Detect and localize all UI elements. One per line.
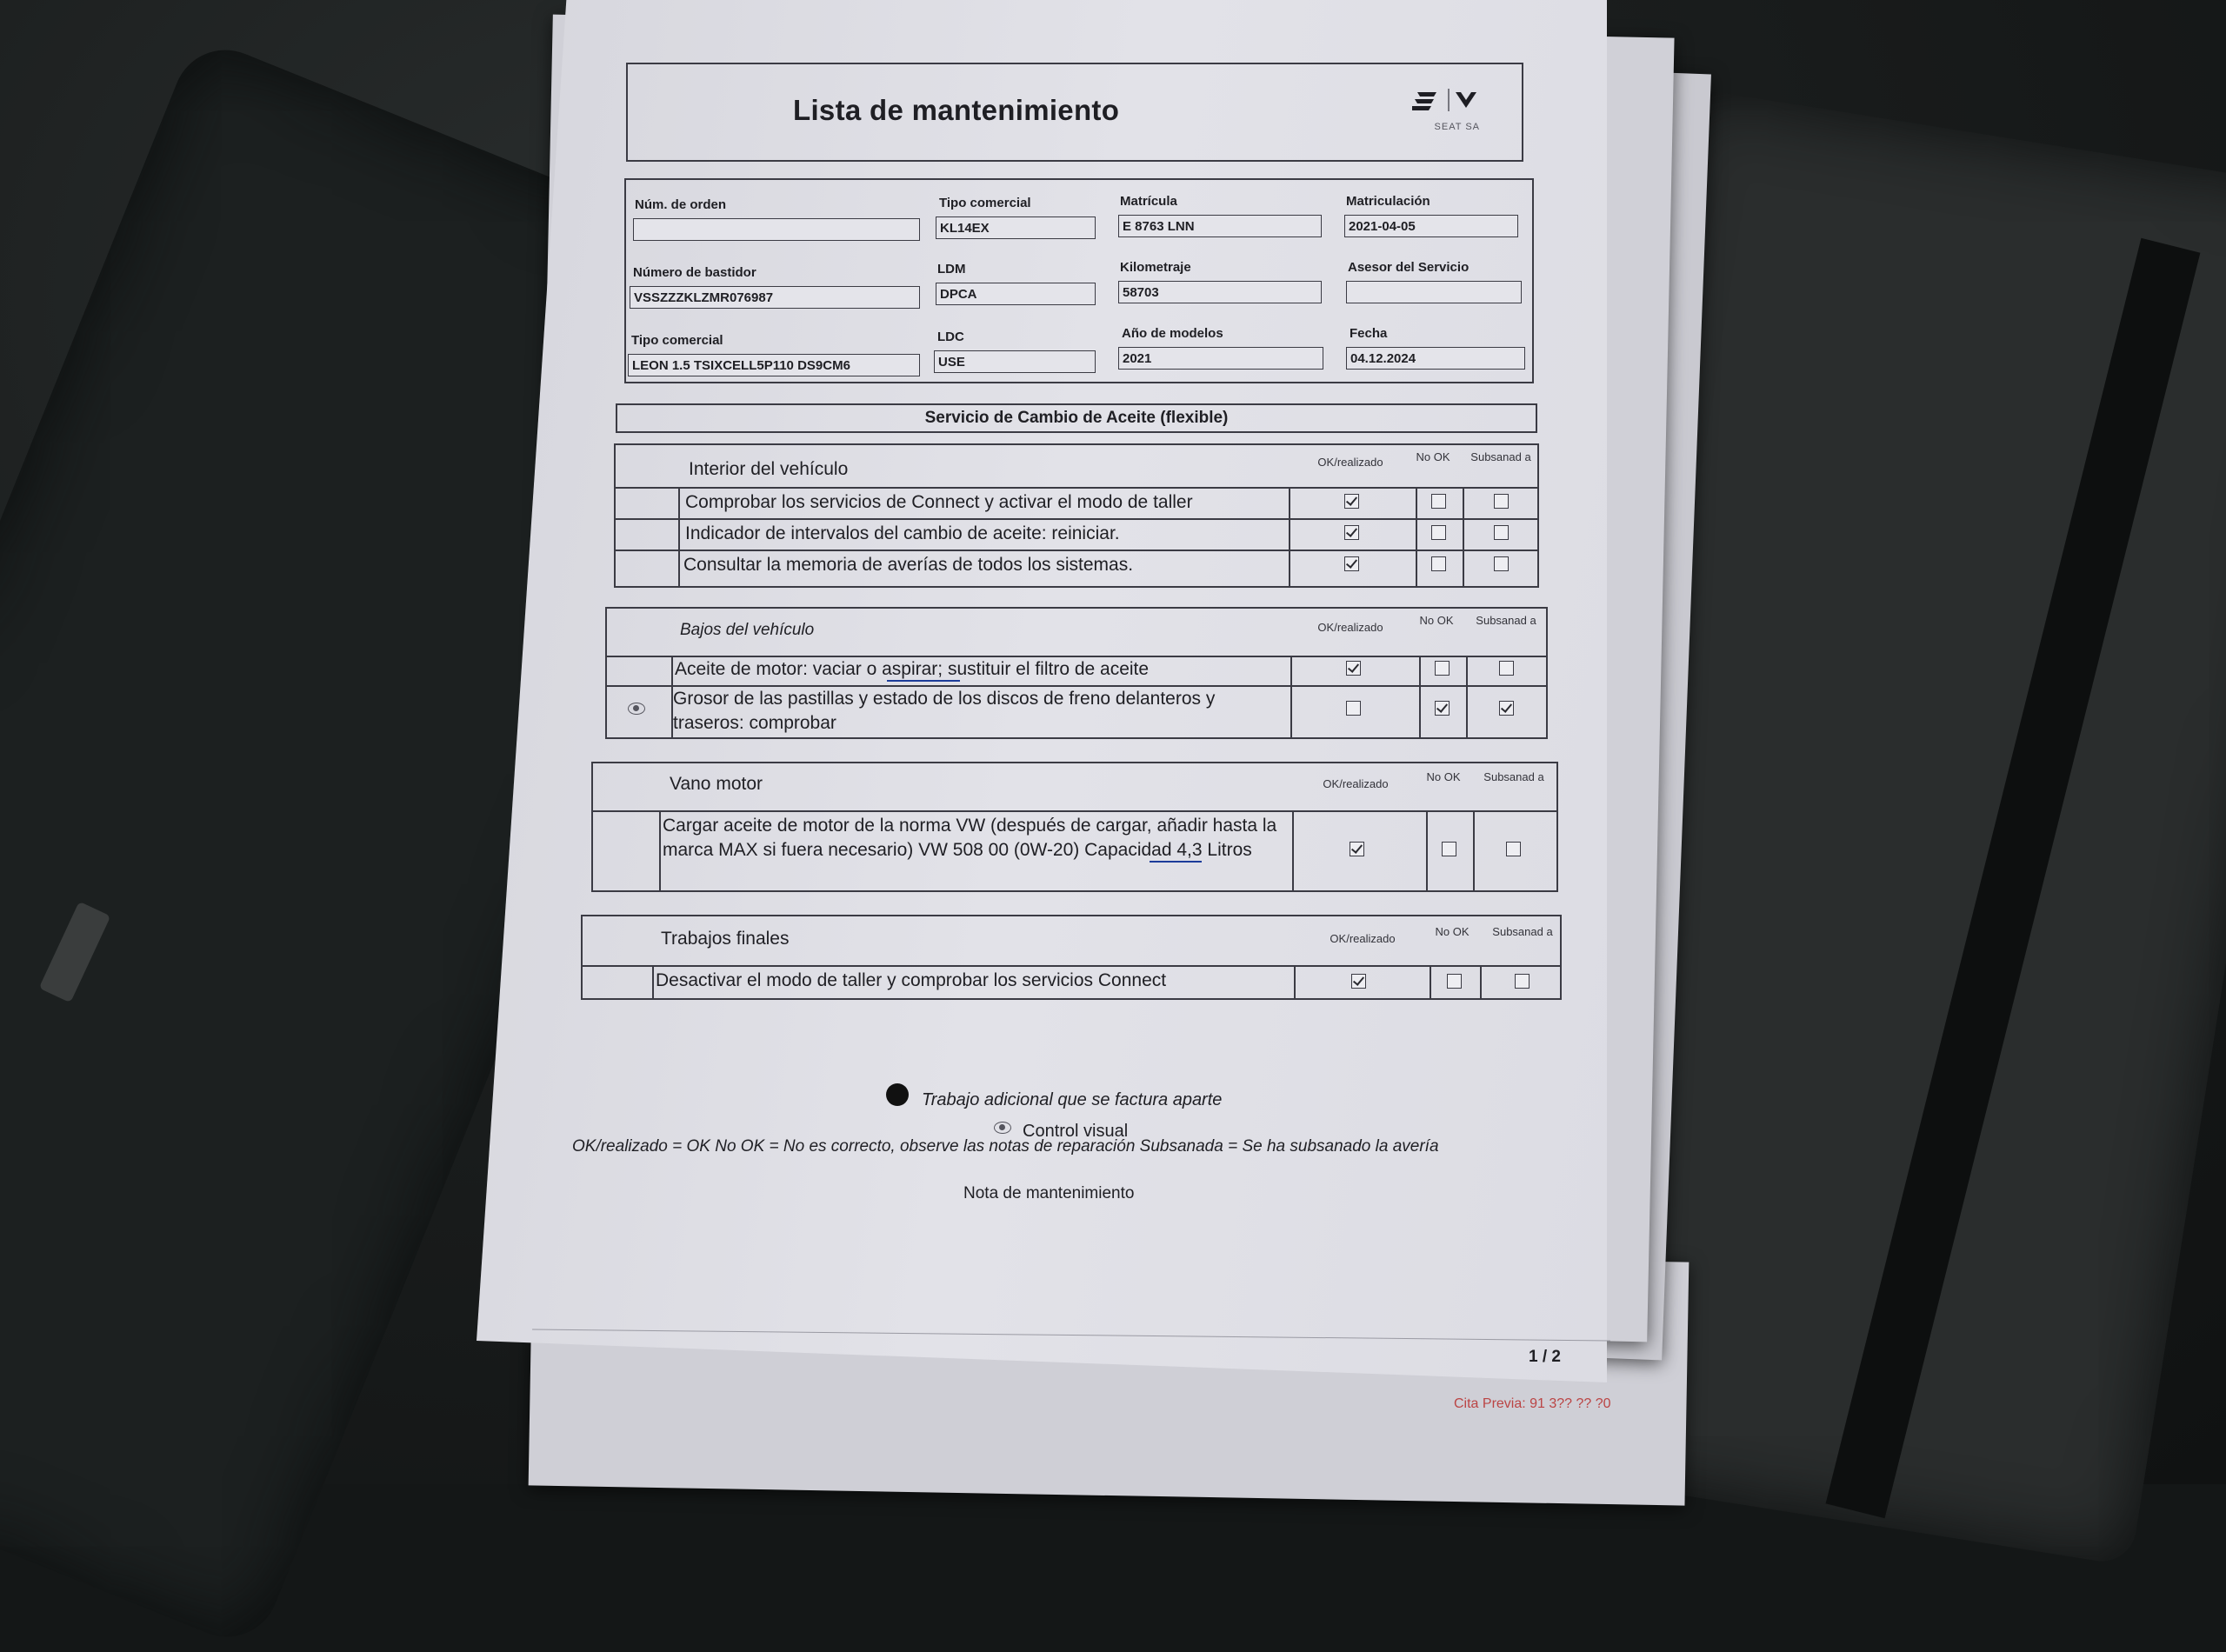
asesor-label: Asesor del Servicio [1348, 260, 1470, 275]
subs-checkbox[interactable] [1506, 842, 1521, 856]
sheet-header [626, 63, 1523, 162]
table-row [616, 518, 1537, 520]
nok-checkbox[interactable] [1435, 661, 1450, 676]
table-row [616, 487, 1537, 489]
divider [1426, 810, 1428, 890]
eye-icon [628, 703, 645, 715]
tipo-comercial-2-label: Tipo comercial [631, 333, 723, 348]
legend-definitions: OK/realizado = OK No OK = No es correcto, observe las notas de reparación Subsanada = Se ha subsanado la avería [572, 1137, 1439, 1156]
divider [1466, 656, 1468, 737]
divider [1416, 487, 1417, 586]
col-ok-header: OK/realizado [1323, 777, 1389, 790]
ink-underline [1150, 861, 1202, 863]
matriculacion-label: Matriculación [1346, 194, 1430, 209]
ldm-label: LDM [937, 262, 966, 276]
vehicle-info-box [624, 178, 1534, 383]
col-nok-header: No OK [1416, 450, 1450, 463]
ok-checkbox[interactable] [1344, 556, 1359, 571]
task-text: Indicador de intervalos del cambio de aceite: reiniciar. [685, 523, 1120, 543]
additional-work-dot-icon [886, 1083, 909, 1106]
legend-visual: Control visual [1023, 1122, 1129, 1141]
ldm-field: DPCA [936, 283, 1096, 305]
anio-field: 2021 [1118, 347, 1323, 370]
table-row [593, 810, 1556, 812]
group-title: Bajos del vehículo [680, 621, 815, 639]
kilometraje-label: Kilometraje [1120, 260, 1191, 275]
maintenance-note-title: Nota de mantenimiento [963, 1184, 1135, 1202]
fecha-field: 04.12.2024 [1346, 347, 1525, 370]
divider [1430, 965, 1431, 998]
nok-checkbox[interactable] [1435, 701, 1450, 716]
group-bajos [605, 607, 1548, 739]
anio-label: Año de modelos [1122, 326, 1223, 341]
num-orden-field [633, 218, 920, 241]
fecha-label: Fecha [1350, 326, 1388, 341]
bastidor-label: Número de bastidor [633, 265, 756, 280]
task-text: Consultar la memoria de averías de todos los sistemas. [683, 555, 1134, 575]
col-nok-header: No OK [1419, 614, 1454, 627]
divider [1480, 965, 1482, 998]
bottom-cut-text: Cita Previa: 91 3?? ?? ?0 [1454, 1396, 1611, 1411]
subs-checkbox[interactable] [1499, 661, 1514, 676]
task-text: Desactivar el modo de taller y comprobar los servicios Connect [656, 970, 1167, 990]
divider [659, 810, 661, 890]
task-text: Comprobar los servicios de Connect y activar el modo de taller [685, 492, 1193, 512]
col-nok-header: No OK [1435, 925, 1470, 938]
ok-checkbox[interactable] [1346, 661, 1361, 676]
col-ok-header: OK/realizado [1317, 621, 1383, 634]
divider [1289, 487, 1290, 586]
divider [652, 965, 654, 998]
tipo-comercial-label: Tipo comercial [939, 196, 1031, 210]
group-title: Interior del vehículo [689, 459, 849, 479]
page-divider [532, 1329, 1610, 1342]
task-text: Aceite de motor: vaciar o aspirar; sustituir el filtro de aceite [675, 659, 1150, 679]
divider [1294, 965, 1296, 998]
group-interior [614, 443, 1539, 588]
col-subs-header: Subsanad a [1483, 770, 1544, 783]
nok-checkbox[interactable] [1447, 974, 1462, 989]
matricula-label: Matrícula [1120, 194, 1177, 209]
ok-checkbox[interactable] [1350, 842, 1364, 856]
task-text: Cargar aceite de motor de la norma VW (después de cargar, añadir hasta la marca MAX si fuera necesario) VW 508 00 (0W-20) Capacidad 4,3 Litros [663, 816, 1277, 860]
col-subs-header: Subsanad a [1476, 614, 1536, 627]
ldc-field: USE [934, 350, 1096, 373]
page-number: 1 / 2 [1529, 1348, 1561, 1366]
subs-checkbox[interactable] [1499, 701, 1514, 716]
divider [1473, 810, 1475, 890]
matricula-field: E 8763 LNN [1118, 215, 1322, 237]
ok-checkbox[interactable] [1346, 701, 1361, 716]
group-trabajos-finales [581, 915, 1562, 1000]
divider [1290, 656, 1292, 737]
subs-checkbox[interactable] [1494, 494, 1509, 509]
ok-checkbox[interactable] [1351, 974, 1366, 989]
ldc-label: LDC [937, 330, 964, 344]
col-ok-header: OK/realizado [1330, 932, 1396, 945]
brand-name: SEAT SA [1434, 122, 1480, 132]
seat-cupra-logo-icon [1412, 87, 1482, 113]
num-orden-label: Núm. de orden [635, 197, 727, 212]
legend-additional: Trabajo adicional que se factura aparte [922, 1090, 1223, 1109]
table-row [616, 550, 1537, 551]
group-title: Vano motor [670, 774, 763, 794]
service-title: Servicio de Cambio de Aceite (flexible) [616, 403, 1537, 433]
asesor-field [1346, 281, 1522, 303]
subs-checkbox[interactable] [1494, 525, 1509, 540]
ink-strikeout [887, 680, 960, 682]
col-nok-header: No OK [1426, 770, 1461, 783]
divider [678, 487, 680, 586]
task-text: Grosor de las pastillas y estado de los discos de freno delanteros y traseros: comprobar [673, 689, 1216, 733]
col-ok-header: OK/realizado [1317, 456, 1383, 469]
table-row [583, 965, 1560, 967]
divider [1292, 810, 1294, 890]
divider [1463, 487, 1464, 586]
eye-icon [994, 1122, 1011, 1134]
kilometraje-field: 58703 [1118, 281, 1322, 303]
tipo-comercial-2-field: LEON 1.5 TSIXCELL5P110 DS9CM6 [628, 354, 920, 376]
col-subs-header: Subsanad a [1470, 450, 1531, 463]
nok-checkbox[interactable] [1442, 842, 1456, 856]
ok-checkbox[interactable] [1344, 494, 1359, 509]
nok-checkbox[interactable] [1431, 525, 1446, 540]
ok-checkbox[interactable] [1344, 525, 1359, 540]
page-title: Lista de mantenimiento [793, 94, 1120, 126]
group-vano-motor [591, 762, 1558, 892]
bastidor-field: VSSZZZKLZMR076987 [630, 286, 920, 309]
tipo-comercial-field: KL14EX [936, 216, 1096, 239]
subs-checkbox[interactable] [1515, 974, 1530, 989]
matriculacion-field: 2021-04-05 [1344, 215, 1518, 237]
col-subs-header: Subsanad a [1492, 925, 1553, 938]
group-title: Trabajos finales [661, 929, 790, 949]
nok-checkbox[interactable] [1431, 494, 1446, 509]
nok-checkbox[interactable] [1431, 556, 1446, 571]
subs-checkbox[interactable] [1494, 556, 1509, 571]
divider [1419, 656, 1421, 737]
